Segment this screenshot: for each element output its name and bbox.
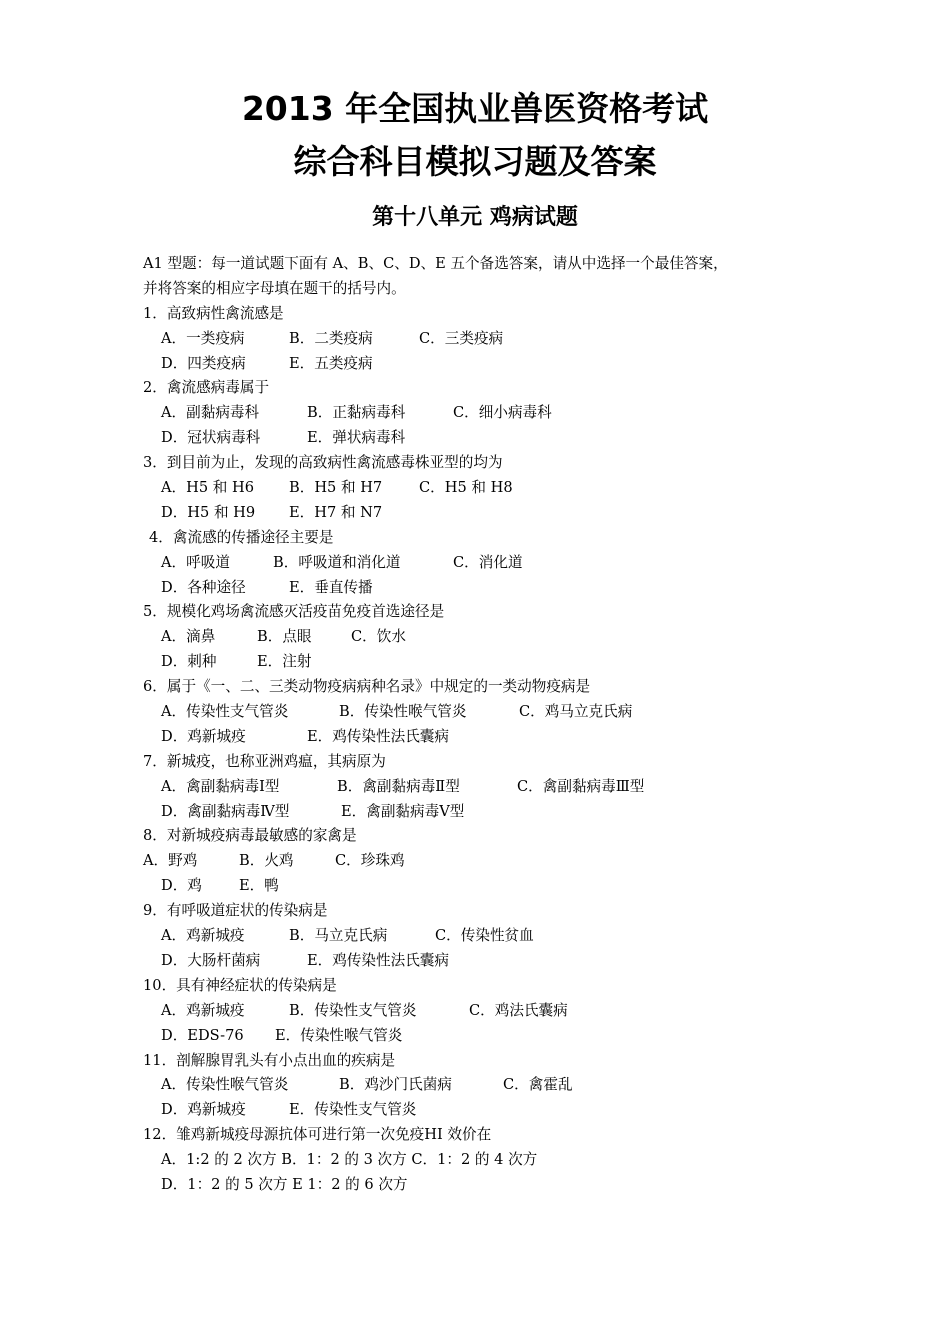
option-e: E．传染性支气管炎: [289, 1101, 417, 1119]
option-b: B．禽副黏病毒Ⅱ型: [337, 777, 460, 795]
answer-options-row: [143, 1148, 823, 1173]
question-stem: 5．规模化鸡场禽流感灭活疫苗免疫首选途径是: [143, 603, 445, 621]
answer-options-row: [143, 426, 823, 451]
option-a: A．一类疫病: [161, 329, 245, 347]
option-b: B．呼吸道和消化道: [273, 553, 401, 571]
option-b: B．点眼: [257, 628, 312, 646]
answer-options-row: [143, 401, 823, 426]
question-list: [143, 252, 823, 1198]
unit-title: 第十八单元 鸡病试题: [372, 205, 578, 230]
answer-options-row: [143, 352, 823, 377]
option-e: E．垂直传播: [289, 578, 373, 596]
option-b: B．传染性支气管炎: [289, 1001, 417, 1019]
option-d: D．禽副黏病毒Ⅳ型: [161, 802, 290, 820]
option-a: A．禽副黏病毒Ⅰ型: [161, 777, 280, 795]
option-a: A．野鸡: [143, 852, 198, 870]
option-d: D．鸡新城疫: [161, 727, 246, 745]
option-d: D．鸡: [161, 877, 202, 895]
option-e: E．鸭: [239, 877, 279, 895]
question-stem: 6．属于《一、二、三类动物疫病病种名录》中规定的一类动物疫病是: [143, 678, 591, 696]
option-a: A．滴鼻: [161, 628, 216, 646]
answer-options-row: [143, 501, 823, 526]
answer-options-row: [143, 800, 823, 825]
question-stem: 3．到目前为止，发现的高致病性禽流感毒株亚型的均为: [143, 454, 503, 472]
answer-options-row: [143, 700, 823, 725]
options-a-b-c: A．1:2 的 2 次方 B．1：2 的 3 次方 C．1：2 的 4 次方: [161, 1151, 538, 1169]
option-d: D．EDS-76: [161, 1026, 244, 1044]
option-a: A．副黏病毒科: [161, 404, 260, 422]
answer-options-row: [143, 775, 823, 800]
answer-options-row: [143, 1173, 823, 1198]
option-a: A．H5 和 H6: [161, 479, 255, 497]
answer-options-row: [143, 1098, 823, 1123]
option-b: B．鸡沙门氏菌病: [339, 1076, 452, 1094]
answer-options-row: [143, 725, 823, 750]
answer-options-row: [143, 1073, 823, 1098]
answer-options-row: [143, 625, 823, 650]
option-d: D．刺种: [161, 653, 217, 671]
answer-options-row: [143, 551, 823, 576]
option-b: B．二类疫病: [289, 329, 373, 347]
option-c: C．消化道: [453, 553, 523, 571]
question-stem: 2．禽流感病毒属于: [143, 379, 270, 397]
option-d: D．四类疫病: [161, 354, 246, 372]
answer-options-row: [143, 874, 823, 899]
option-e: E．H7 和 N7: [289, 503, 383, 521]
answer-options-row: [143, 576, 823, 601]
option-e: E．五类疫病: [289, 354, 373, 372]
answer-options-row: [143, 650, 823, 675]
option-a: A．鸡新城疫: [161, 1001, 245, 1019]
answer-options-row: [143, 949, 823, 974]
option-e: E．鸡传染性法氏囊病: [307, 951, 449, 969]
question-stem: 4．禽流感的传播途径主要是: [149, 528, 334, 546]
answer-options-row: [143, 849, 823, 874]
option-c: C．鸡马立克氏病: [519, 703, 633, 721]
option-c: C．传染性贫血: [435, 927, 534, 945]
option-b: B．传染性喉气管炎: [339, 703, 467, 721]
option-c: C．禽霍乱: [503, 1076, 573, 1094]
main-title-line-2: 综合科目模拟习题及答案: [293, 142, 657, 181]
option-d: D．鸡新城疫: [161, 1101, 246, 1119]
answer-options-row: [143, 924, 823, 949]
answer-options-row: [143, 999, 823, 1024]
instructions-line-2: 并将答案的相应字母填在题干的括号内。: [143, 279, 406, 297]
option-b: B．H5 和 H7: [289, 479, 383, 497]
option-c: C．细小病毒科: [453, 404, 552, 422]
answer-options-row: [143, 476, 823, 501]
option-c: C．鸡法氏囊病: [469, 1001, 568, 1019]
options-d-e: D．1：2 的 5 次方 E 1：2 的 6 次方: [161, 1175, 408, 1193]
option-c: C．饮水: [351, 628, 406, 646]
option-d: D．大肠杆菌病: [161, 951, 261, 969]
option-d: D．各种途径: [161, 578, 246, 596]
option-b: B．火鸡: [239, 852, 294, 870]
option-b: B．马立克氏病: [289, 927, 388, 945]
answer-options-row: [143, 1024, 823, 1049]
option-a: A．鸡新城疫: [161, 927, 245, 945]
question-stem: 1．高致病性禽流感是: [143, 304, 284, 322]
option-e: E．弹状病毒科: [307, 429, 406, 447]
answer-options-row: [143, 327, 823, 352]
question-stem: 9．有呼吸道症状的传染病是: [143, 902, 328, 920]
question-stem: 8．对新城疫病毒最敏感的家禽是: [143, 827, 357, 845]
option-e: E．鸡传染性法氏囊病: [307, 727, 449, 745]
option-c: C．H5 和 H8: [419, 479, 513, 497]
question-stem: 12．雏鸡新城疫母源抗体可进行第一次免疫HI 效价在: [143, 1126, 492, 1144]
option-e: E．禽副黏病毒Ⅴ型: [341, 802, 465, 820]
option-a: A．传染性喉气管炎: [161, 1076, 289, 1094]
main-title-line-1: 2013 年全国执业兽医资格考试: [241, 89, 709, 128]
question-stem: 11．剖解腺胃乳头有小点出血的疾病是: [143, 1051, 396, 1069]
option-b: B．正黏病毒科: [307, 404, 406, 422]
question-stem: 10．具有神经症状的传染病是: [143, 976, 337, 994]
option-e: E．注射: [257, 653, 312, 671]
option-c: C．珍珠鸡: [335, 852, 405, 870]
question-stem: 7．新城疫，也称亚洲鸡瘟，其病原为: [143, 752, 386, 770]
option-d: D．H5 和 H9: [161, 503, 256, 521]
option-a: A．呼吸道: [161, 553, 230, 571]
option-e: E．传染性喉气管炎: [275, 1026, 403, 1044]
option-a: A．传染性支气管炎: [161, 703, 289, 721]
option-d: D．冠状病毒科: [161, 429, 261, 447]
option-c: C．禽副黏病毒Ⅲ型: [517, 777, 645, 795]
option-c: C．三类疫病: [419, 329, 504, 347]
instructions-line-1: A1 型题：每一道试题下面有 A、B、C、D、E 五个备选答案，请从中选择一个最佳答案，: [143, 255, 728, 272]
